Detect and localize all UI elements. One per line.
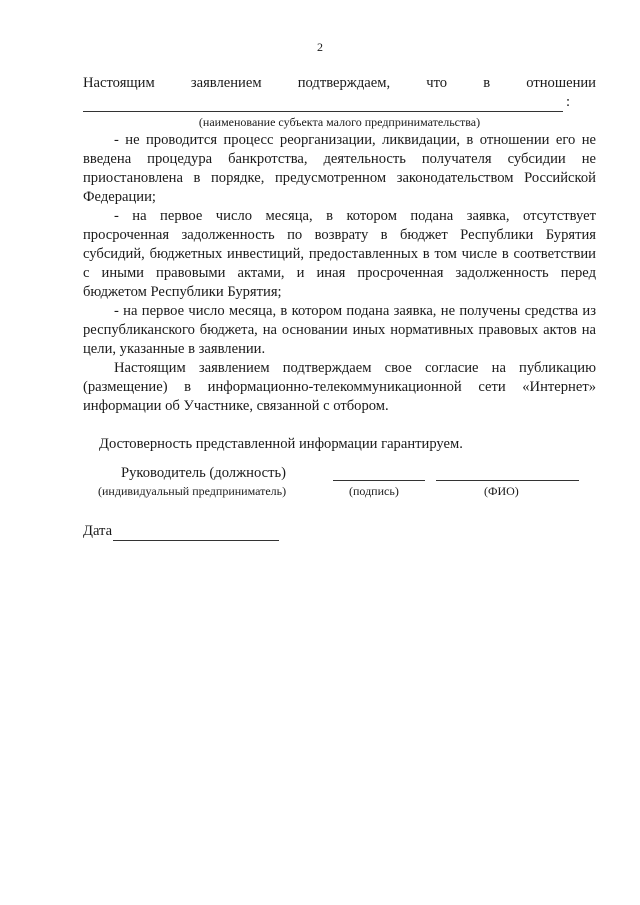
date-label: Дата [83, 523, 113, 539]
subject-name-caption: (наименование субъекта малого предпринимательства) [198, 115, 481, 129]
paragraph-no-reorganization: - не проводится процесс реорганизации, ликвидации, в отношении его не введена процедура банкротства, деятельность получателя субсидии не приостановлена в порядке, предусмотренном законодательством Российской Федерации; [83, 132, 596, 205]
page-number: 2 [317, 40, 323, 54]
guarantee-statement: Достоверность представленной информации гарантируем. [99, 436, 463, 452]
paragraph-no-debt: - на первое число месяца, в котором подана заявка, отсутствует просроченная задолженность по возврату в бюджет Республики Бурятия субсидий, бюджетных инвестиций, предоставленных в том числе в соответствии с иными правовыми актами, и иная просроченная задолженность перед бюджетом Республики Бурятия; [83, 208, 596, 300]
signer-role: Руководитель (должность) [121, 465, 286, 481]
subject-name-blank[interactable] [83, 97, 563, 112]
subject-name-colon: : [566, 94, 571, 110]
subject-name-field[interactable] [83, 93, 596, 112]
signature-caption: (подпись) [349, 484, 399, 498]
signer-role-caption: (индивидуальный предприниматель) [98, 484, 287, 498]
signature-block [83, 464, 596, 504]
full-name-field[interactable] [436, 466, 579, 481]
date-row [83, 522, 596, 541]
paragraph-no-funds: - на первое число месяца, в котором подана заявка, не получены средства из республиканского бюджета, на основании иных нормативных правовых актов на цели, указанные в заявлении. [83, 303, 596, 357]
full-name-caption: (ФИО) [484, 484, 519, 498]
intro-line: Настоящим заявлением подтверждаем, что в отношении [83, 75, 596, 91]
date-field[interactable] [113, 526, 279, 541]
paragraph-publication-consent: Настоящим заявлением подтверждаем свое согласие на публикацию (размещение) в информационно-телекоммуникационной сети «Интернет» информации об Участнике, связанной с отбором. [83, 360, 596, 414]
signature-field[interactable] [333, 466, 425, 481]
document-body [83, 74, 596, 541]
